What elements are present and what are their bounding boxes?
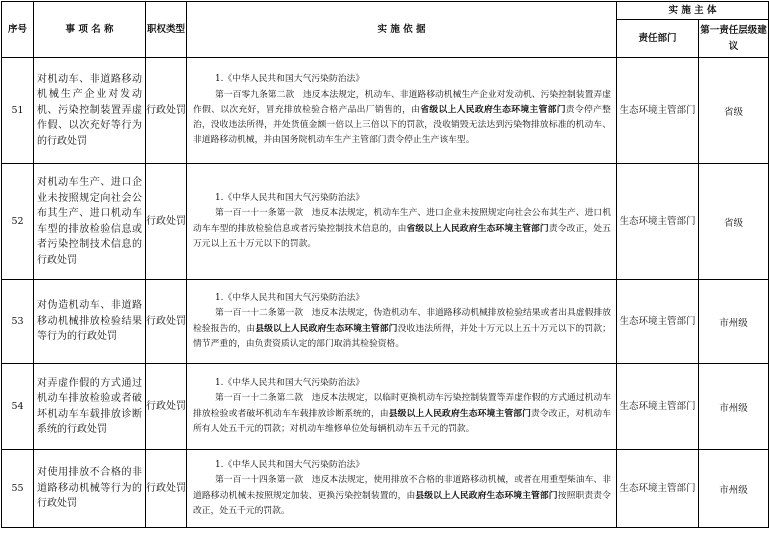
row-article: 第一百一十二条第二款 违反本法规定，以临时更换机动车污染控制装置等弄虚作假的方式通过机动车排放检验或者破坏机动车车载排放诊断系统的，由县级以上人民政府生态环境主管部门责令改正，对机动车所有人处五千元的罚款；对机动车维修单位处每辆机动车五千元的罚款。 xyxy=(193,393,611,434)
row-type: 行政处罚 xyxy=(146,58,187,164)
header-item: 事 项 名 称 xyxy=(34,2,146,58)
row-dept: 生态环境主管部门 xyxy=(617,164,699,280)
row-level: 省级 xyxy=(699,58,769,164)
row-article: 第一百一十二条第一款 违反本法规定，伪造机动车、非道路移动机械排放检验结果或者出具虚假排放检验报告的，由县级以上人民政府生态环境主管部门没收违法所得，并处十万元以上五十万元以下的罚款；情节严重的，由负责资质认定的部门取消其检验资格。 xyxy=(193,308,611,349)
table-row xyxy=(2,164,769,280)
row-basis xyxy=(187,280,617,364)
header-type: 职权类型 xyxy=(146,2,187,58)
row-no: 51 xyxy=(2,58,34,164)
row-item: 对机动车、非道路移动机械生产企业对发动机、污染控制装置弄虚作假、以次充好等行为的行政处罚 xyxy=(34,58,146,164)
row-law: 1.《中华人民共和国大气污染防治法》 xyxy=(215,193,365,204)
table-row xyxy=(2,280,769,364)
row-no: 55 xyxy=(2,450,34,528)
row-dept: 生态环境主管部门 xyxy=(617,364,699,450)
header-basis: 实 施 依 据 xyxy=(187,2,617,58)
row-law: 1.《中华人民共和国大气污染防治法》 xyxy=(215,460,365,471)
row-article: 第一百一十四条第一款 违反本法规定，使用排放不合格的非道路移动机械，或者在用重型柴油车、非道路移动机械未按照规定加装、更换污染控制装置的，由县级以上人民政府生态环境主管部门按照职责责令改正，处五千元的罚款。 xyxy=(193,475,611,516)
table-row xyxy=(2,58,769,164)
header-dept: 责任部门 xyxy=(617,20,699,58)
row-item: 对使用排放不合格的非道路移动机械等行为的行政处罚 xyxy=(34,450,146,528)
row-level: 省级 xyxy=(699,164,769,280)
power-list-table xyxy=(1,1,769,528)
row-article: 第一百一十一条第一款 违反本法规定，机动车生产、进口企业未按照规定向社会公布其生产、进口机动车车型的排放检验信息或者污染控制技术信息的，由省级以上人民政府生态环境主管部门责令改正，处五万元以上五十万元以下的罚款。 xyxy=(193,208,611,249)
row-law: 1.《中华人民共和国大气污染防治法》 xyxy=(215,74,365,85)
row-type: 行政处罚 xyxy=(146,450,187,528)
row-law: 1.《中华人民共和国大气污染防治法》 xyxy=(215,378,365,389)
row-item: 对机动车生产、进口企业未按照规定向社会公布其生产、进口机动车车型的排放检验信息或者污染控制技术信息的行政处罚 xyxy=(34,164,146,280)
row-level: 市州级 xyxy=(699,280,769,364)
row-level: 市州级 xyxy=(699,450,769,528)
header-level: 第一责任层级建议 xyxy=(699,20,769,58)
row-type: 行政处罚 xyxy=(146,364,187,450)
row-item: 对伪造机动车、非道路移动机械排放检验结果等行为的行政处罚 xyxy=(34,280,146,364)
row-level: 市州级 xyxy=(699,364,769,450)
row-basis xyxy=(187,164,617,280)
row-item: 对弄虚作假的方式通过机动车排放检验或者破坏机动车车载排放诊断系统的行政处罚 xyxy=(34,364,146,450)
table-row xyxy=(2,450,769,528)
row-article: 第一百零九条第二款 违反本法规定，机动车、非道路移动机械生产企业对发动机、污染控制装置弄虚作假、以次充好，冒充排放检验合格产品出厂销售的，由省级以上人民政府生态环境主管部门责令停产整治，没收违法所得，并处货值金额一倍以上三倍以下的罚款，没收销毁无法达到污染物排放标准的机动车、非道路移动机械，并由国务院机动车生产主管部门责令停止生产该车型。 xyxy=(193,89,611,146)
row-dept: 生态环境主管部门 xyxy=(617,280,699,364)
header-no: 序号 xyxy=(2,2,34,58)
row-no: 54 xyxy=(2,364,34,450)
header-subject: 实 施 主 体 xyxy=(617,2,769,20)
table-row xyxy=(2,364,769,450)
row-law: 1.《中华人民共和国大气污染防治法》 xyxy=(215,293,365,304)
row-basis xyxy=(187,58,617,164)
row-basis xyxy=(187,450,617,528)
header-row xyxy=(2,2,769,20)
row-type: 行政处罚 xyxy=(146,164,187,280)
row-no: 52 xyxy=(2,164,34,280)
row-type: 行政处罚 xyxy=(146,280,187,364)
row-dept: 生态环境主管部门 xyxy=(617,58,699,164)
row-dept: 生态环境主管部门 xyxy=(617,450,699,528)
row-basis xyxy=(187,364,617,450)
row-no: 53 xyxy=(2,280,34,364)
